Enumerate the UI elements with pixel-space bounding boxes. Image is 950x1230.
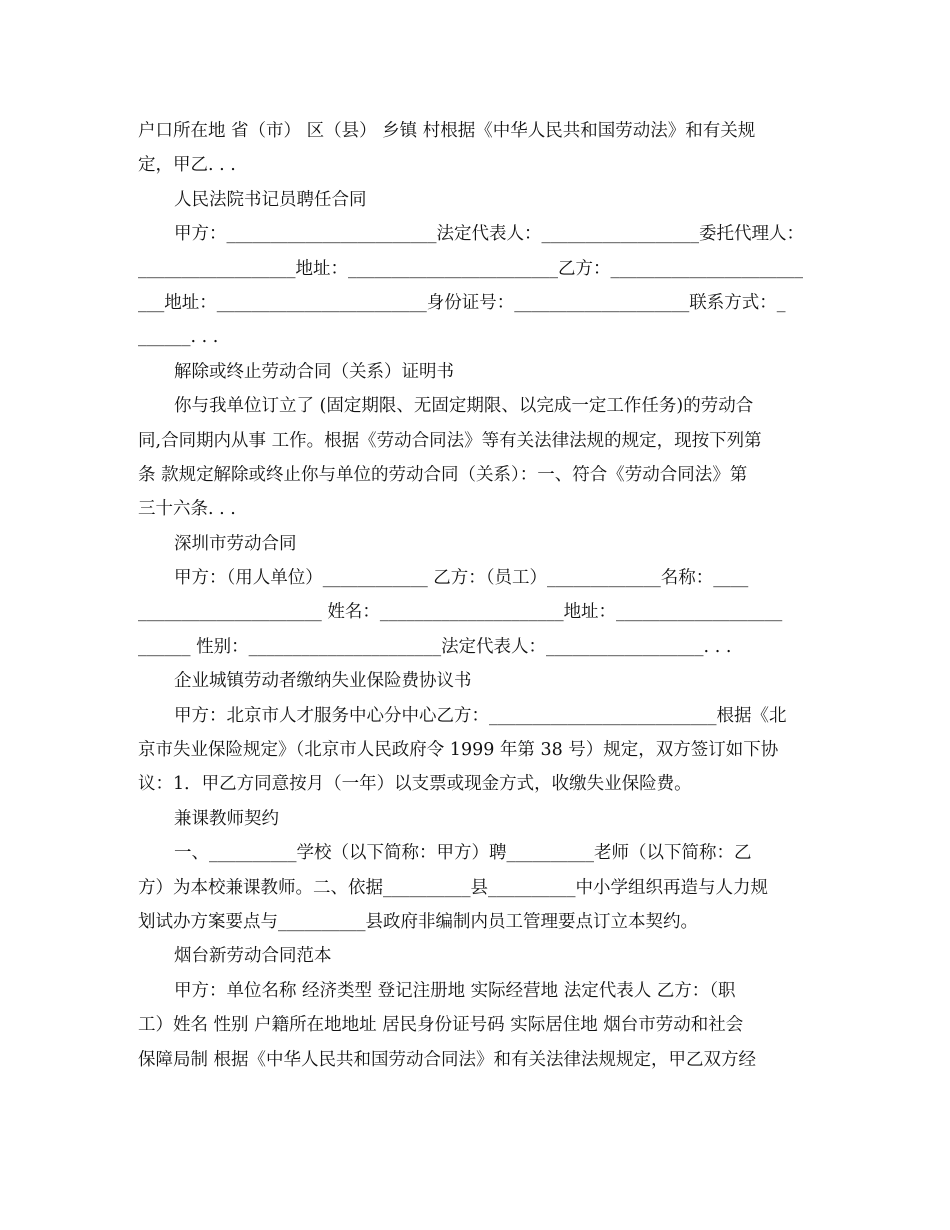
paragraph-line: 甲方：（用人单位）____________ 乙方：（员工）_____________名称：____ (174, 568, 749, 589)
paragraph-line: 保障局制 根据《中华人民共和国劳动合同法》和有关法律法规规定，甲乙双方经 (138, 1049, 757, 1070)
section-title: 解除或终止劳动合同（关系）证明书 (174, 361, 454, 382)
section-title: 烟台新劳动合同范本 (174, 946, 332, 967)
paragraph-line: 甲方：北京市人才服务中心分中心乙方：__________________________根据《北 (174, 705, 787, 726)
section-title: 深圳市劳动合同 (174, 533, 297, 554)
paragraph-line: 同,合同期内从事 工作。根据《劳动合同法》等有关法律法规的规定，现按下列第 (138, 430, 762, 451)
paragraph-line: _____________________ 姓名：_____________________地址：___________________ (138, 602, 783, 623)
paragraph-line: 工）姓名 性别 户籍所在地地址 居民身份证号码 实际居住地 烟台市劳动和社会 (138, 1015, 744, 1036)
paragraph-line: 甲方：________________________法定代表人：__________________委托代理人： (174, 224, 804, 245)
paragraph-line: ___地址：________________________身份证号：____________________联系方式：_ (138, 292, 786, 313)
paragraph-line: 定，甲乙. . . (138, 155, 236, 176)
document-body (138, 114, 813, 1077)
paragraph-line: 条 款规定解除或终止你与单位的劳动合同（关系）：一、符合《劳动合同法》第 (138, 464, 748, 485)
paragraph-line: 一、__________学校（以下简称：甲方）聘__________老师（以下简称：乙 (174, 843, 752, 864)
paragraph-line: __________________地址：________________________乙方：______________________ (138, 258, 803, 279)
paragraph-line: 划试办方案要点与__________县政府非编制内员工管理要点订立本契约。 (138, 911, 698, 932)
section-title: 企业城镇劳动者缴纳失业保险费协议书 (174, 671, 472, 692)
paragraph-line: 你与我单位订立了 (固定期限、无固定期限、以完成一定工作任务)的劳动合 (174, 396, 754, 417)
paragraph-line: 三十六条. . . (138, 499, 236, 520)
paragraph-line: ______. . . (138, 327, 219, 348)
section-title: 兼课教师契约 (174, 808, 279, 829)
paragraph-line: ______ 性别：______________________法定代表人：__________________. . . (138, 636, 732, 657)
paragraph-line: 方）为本校兼课教师。二、依据__________县__________中小学组织再造与人力规 (138, 877, 768, 898)
section-title: 人民法院书记员聘任合同 (174, 189, 367, 210)
paragraph-line: 京市失业保险规定》（北京市人民政府令 1999 年第 38 号）规定，双方签订如下协 (138, 740, 779, 761)
paragraph-line: 议：1．甲乙方同意按月（一年）以支票或现金方式，收缴失业保险费。 (138, 774, 692, 795)
paragraph-line: 户口所在地 省（市） 区（县） 乡镇 村根据《中华人民共和国劳动法》和有关规 (138, 121, 756, 141)
paragraph-line: 甲方：单位名称 经济类型 登记注册地 实际经营地 法定代表人 乙方：（职 (174, 980, 736, 1001)
